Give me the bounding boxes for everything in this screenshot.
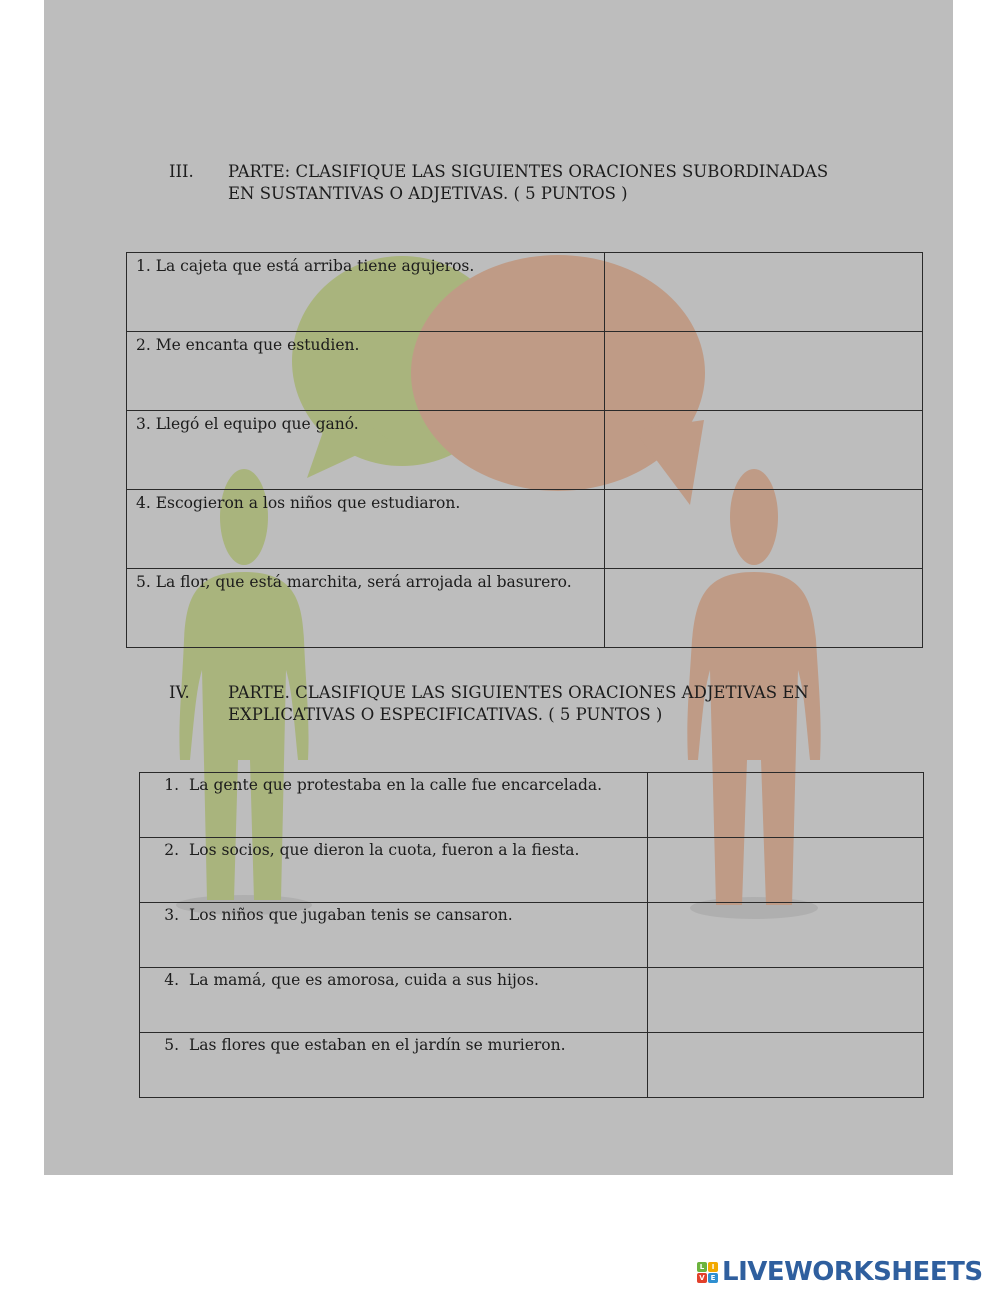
table-row [140,968,924,1033]
question-cell: 4. Escogieron a los niños que estudiaron. [127,490,605,569]
table-row [127,332,923,411]
answer-cell[interactable] [648,773,924,838]
worksheet-page [44,0,953,1175]
item-sentence: Los niños que jugaban tenis se cansaron. [189,906,513,924]
table-row [127,411,923,490]
liveworksheets-logo-icon [697,1262,718,1283]
table-row [140,838,924,903]
answer-cell[interactable] [648,1033,924,1098]
answer-cell[interactable] [605,569,923,648]
table-row [140,773,924,838]
item-number: 3. [164,906,179,924]
liveworksheets-logo-text: LIVEWORKSHEETS [722,1257,983,1287]
item-number: 4. [164,971,179,989]
section-iii-title-line2: EN SUSTANTIVAS O ADJETIVAS. ( 5 PUNTOS ) [228,184,628,203]
section-iii-table [126,252,923,648]
answer-cell[interactable] [648,968,924,1033]
section-iv-table [139,772,924,1098]
item-sentence: La mamá, que es amorosa, cuida a sus hijos. [189,971,539,989]
item-number: 5. [164,1036,179,1054]
answer-cell[interactable] [605,253,923,332]
question-cell [140,1033,648,1098]
question-cell: 2. Me encanta que estudien. [127,332,605,411]
table-row [127,569,923,648]
item-sentence: Los socios, que dieron la cuota, fueron a la fiesta. [189,841,580,859]
section-iv-numeral: IV. [169,683,190,702]
table-row [140,903,924,968]
question-cell: 3. Llegó el equipo que ganó. [127,411,605,490]
question-cell [140,773,648,838]
table-row [127,490,923,569]
section-iv-title-line1: PARTE. CLASIFIQUE LAS SIGUIENTES ORACIONES ADJETIVAS EN [228,683,809,702]
question-cell: 5. La flor, que está marchita, será arrojada al basurero. [127,569,605,648]
question-cell [140,903,648,968]
answer-cell[interactable] [605,490,923,569]
section-iii-numeral: III. [169,162,194,181]
question-cell [140,968,648,1033]
logo-icon-letter: L [697,1262,707,1272]
logo-icon-letter: E [708,1273,718,1283]
answer-cell[interactable] [605,332,923,411]
answer-cell[interactable] [648,838,924,903]
table-row [140,1033,924,1098]
logo-icon-letter: V [697,1273,707,1283]
section-iv-title-line2: EXPLICATIVAS O ESPECIFICATIVAS. ( 5 PUNTOS ) [228,705,663,724]
answer-cell[interactable] [648,903,924,968]
item-number: 1. [164,776,179,794]
section-iii-title-line1: PARTE: CLASIFIQUE LAS SIGUIENTES ORACIONES SUBORDINADAS [228,162,829,181]
question-cell: 1. La cajeta que está arriba tiene agujeros. [127,253,605,332]
question-cell [140,838,648,903]
item-sentence: Las flores que estaban en el jardín se murieron. [189,1036,566,1054]
liveworksheets-logo[interactable] [697,1257,983,1287]
table-row [127,253,923,332]
item-sentence: La gente que protestaba en la calle fue encarcelada. [189,776,603,794]
answer-cell[interactable] [605,411,923,490]
item-number: 2. [164,841,179,859]
logo-icon-letter: I [708,1262,718,1272]
